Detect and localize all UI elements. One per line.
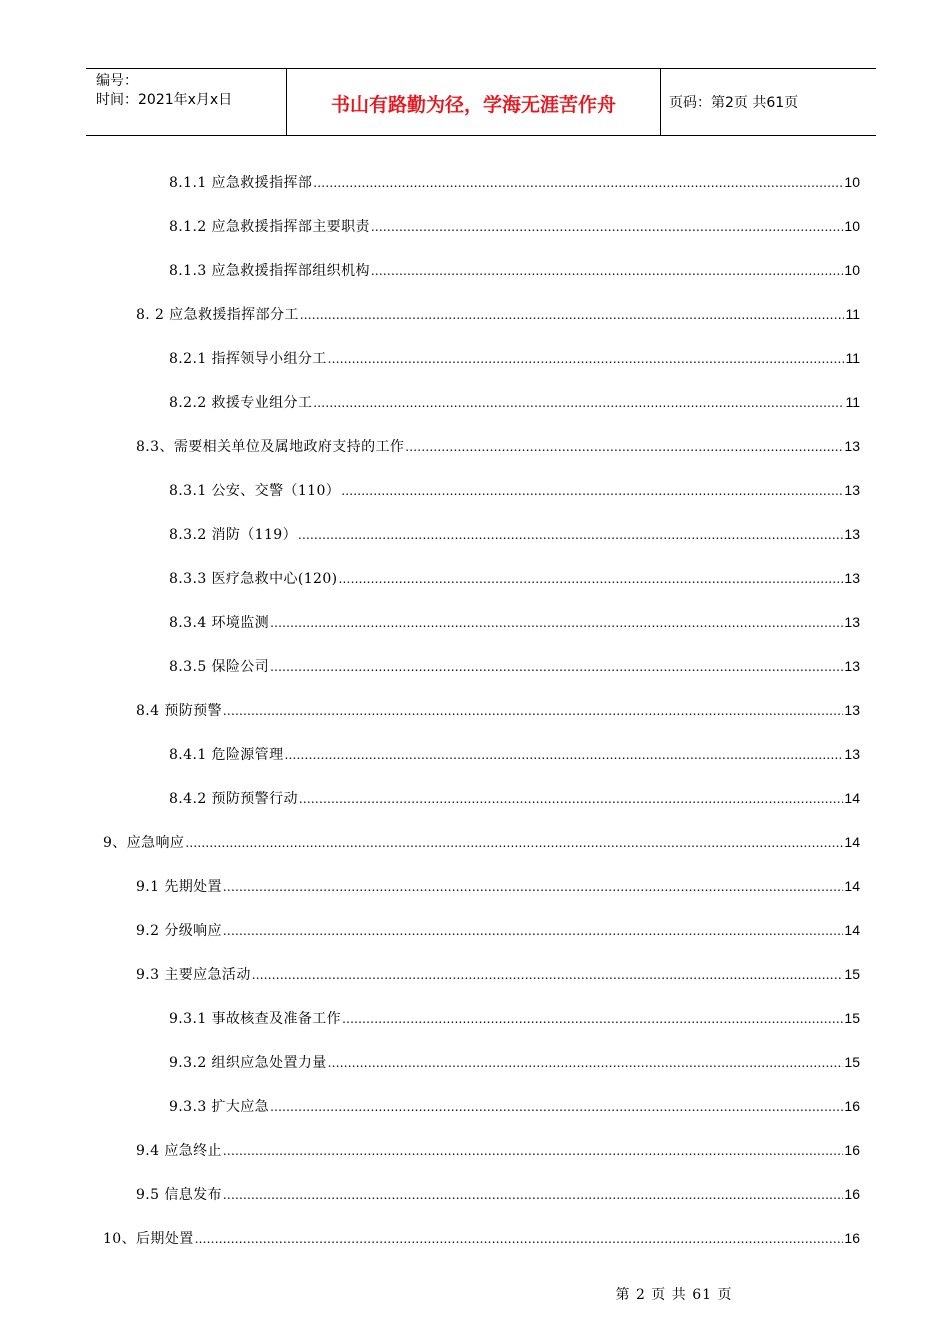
toc-entry-page: 13	[844, 570, 860, 586]
toc-entry[interactable]	[136, 700, 860, 720]
toc-entry-title: 8.4.1 危险源管理	[169, 747, 284, 763]
toc-entry-title: 9、应急响应	[103, 835, 185, 851]
toc-entry-page: 13	[844, 614, 860, 630]
toc-entry[interactable]	[103, 832, 860, 852]
toc-dot-leader	[284, 748, 843, 762]
toc-entry[interactable]	[169, 744, 860, 764]
time-label: 时间：2021年x月x日	[96, 92, 233, 108]
toc-entry[interactable]	[136, 304, 860, 324]
toc-entry[interactable]	[169, 524, 860, 544]
toc-entry-title: 8.3.5 保险公司	[169, 659, 270, 675]
toc-entry-page: 14	[844, 790, 860, 806]
header-motto: 书山有路勤为径，学海无涯苦作舟	[287, 69, 661, 135]
toc-entry[interactable]	[103, 1228, 860, 1248]
toc-dot-leader	[299, 792, 844, 806]
toc-entry-page: 15	[844, 966, 860, 982]
toc-entry-page: 10	[844, 262, 860, 278]
toc-dot-leader	[342, 1012, 843, 1026]
toc-dot-leader	[223, 1144, 844, 1158]
toc-entry-page: 13	[844, 658, 860, 674]
toc-dot-leader	[328, 352, 845, 366]
toc-dot-leader	[252, 968, 844, 982]
toc-entry-title: 9.2 分级响应	[136, 923, 222, 939]
toc-entry[interactable]	[136, 436, 860, 456]
toc-entry-title: 9.5 信息发布	[136, 1187, 222, 1203]
toc-entry-title: 8.3、需要相关单位及属地政府支持的工作	[136, 439, 405, 455]
toc-entry[interactable]	[136, 964, 860, 984]
toc-dot-leader	[313, 396, 844, 410]
toc-entry-page: 15	[844, 1010, 860, 1026]
toc-entry-title: 9.3.1 事故核查及准备工作	[169, 1011, 342, 1027]
toc-dot-leader	[270, 1100, 843, 1114]
toc-entry-title: 8.3.3 医疗急救中心(120)	[169, 571, 338, 587]
toc-entry-title: 8.1.2 应急救援指挥部主要职责	[169, 219, 370, 235]
toc-entry[interactable]	[169, 656, 860, 676]
toc-dot-leader	[328, 1056, 844, 1070]
toc-entry[interactable]	[169, 260, 860, 280]
page-footer	[0, 1284, 950, 1304]
toc-entry[interactable]	[136, 1184, 860, 1204]
toc-entry-page: 13	[844, 702, 860, 718]
toc-entry-page: 13	[844, 482, 860, 498]
toc-entry-page: 16	[844, 1230, 860, 1246]
toc-entry-page: 13	[844, 438, 860, 454]
toc-dot-leader	[223, 924, 844, 938]
toc-entry-title: 8.2.2 救援专业组分工	[169, 395, 313, 411]
header-meta	[86, 69, 287, 135]
toc-entry-title: 8.3.1 公安、交警（110）	[169, 483, 341, 499]
toc-entry[interactable]	[136, 876, 860, 896]
toc-entry-title: 8.1.3 应急救援指挥部组织机构	[169, 263, 370, 279]
toc-entry-title: 9.3.2 组织应急处置力量	[169, 1055, 327, 1071]
toc-entry-title: 9.4 应急终止	[136, 1143, 222, 1159]
toc-entry-page: 13	[844, 746, 860, 762]
toc-entry-title: 9.1 先期处置	[136, 879, 222, 895]
toc-entry[interactable]	[136, 920, 860, 940]
toc-dot-leader	[185, 836, 843, 850]
toc-entry-title: 10、后期处置	[103, 1231, 194, 1247]
toc-entry[interactable]	[169, 348, 860, 368]
toc-entry-title: 8.1.1 应急救援指挥部	[169, 175, 313, 191]
toc-entry-title: 8.4.2 预防预警行动	[169, 791, 298, 807]
toc-entry-page: 16	[844, 1186, 860, 1202]
page-header	[86, 68, 876, 136]
toc-entry-page: 16	[844, 1142, 860, 1158]
toc-entry[interactable]	[169, 1008, 860, 1028]
toc-dot-leader	[223, 880, 844, 894]
toc-dot-leader	[313, 176, 843, 190]
toc-dot-leader	[270, 616, 843, 630]
toc-dot-leader	[339, 572, 844, 586]
toc-entry-page: 14	[844, 878, 860, 894]
toc-entry-title: 8.3.2 消防（119）	[169, 527, 297, 543]
toc-dot-leader	[341, 484, 843, 498]
toc-entry-title: 8.4 预防预警	[136, 703, 222, 719]
toc-entry-page: 15	[844, 1054, 860, 1070]
toc-entry[interactable]	[169, 568, 860, 588]
toc-entry-page: 13	[844, 526, 860, 542]
toc-dot-leader	[371, 220, 844, 234]
toc-entry[interactable]	[169, 172, 860, 192]
toc-entry-title: 9.3 主要应急活动	[136, 967, 251, 983]
toc-entry-title: 8.2.1 指挥领导小组分工	[169, 351, 327, 367]
toc-entry[interactable]	[169, 788, 860, 808]
toc-dot-leader	[195, 1232, 844, 1246]
toc-entry[interactable]	[169, 480, 860, 500]
toc-entry[interactable]	[169, 1096, 860, 1116]
toc-entry[interactable]	[169, 216, 860, 236]
toc-dot-leader	[298, 528, 843, 542]
toc-dot-leader	[223, 704, 844, 718]
toc-entry-page: 16	[844, 1098, 860, 1114]
toc-entry-page: 11	[845, 306, 860, 322]
number-label: 编号：	[96, 73, 138, 89]
toc-entry-page: 10	[844, 218, 860, 234]
toc-entry[interactable]	[136, 1140, 860, 1160]
toc-entry[interactable]	[169, 392, 860, 412]
toc-entry-title: 9.3.3 扩大应急	[169, 1099, 270, 1115]
toc-entry[interactable]	[169, 612, 860, 632]
toc-entry-page: 11	[845, 350, 860, 366]
toc-entry-page: 14	[844, 922, 860, 938]
toc-dot-leader	[223, 1188, 844, 1202]
toc-entry-page: 14	[844, 834, 860, 850]
toc-dot-leader	[405, 440, 843, 454]
toc-entry[interactable]	[169, 1052, 860, 1072]
toc-entry-title: 8. 2 应急救援指挥部分工	[136, 307, 299, 323]
toc-entry-page: 11	[845, 394, 860, 410]
toc-dot-leader	[371, 264, 844, 278]
toc-dot-leader	[270, 660, 843, 674]
header-page-info: 页码：第2页 共61页	[669, 95, 799, 111]
footer-page-number: 第 2 页 共 61 页	[615, 1287, 733, 1303]
toc-entry-title: 8.3.4 环境监测	[169, 615, 270, 631]
toc-entry-page: 10	[844, 174, 860, 190]
toc-dot-leader	[300, 308, 845, 322]
